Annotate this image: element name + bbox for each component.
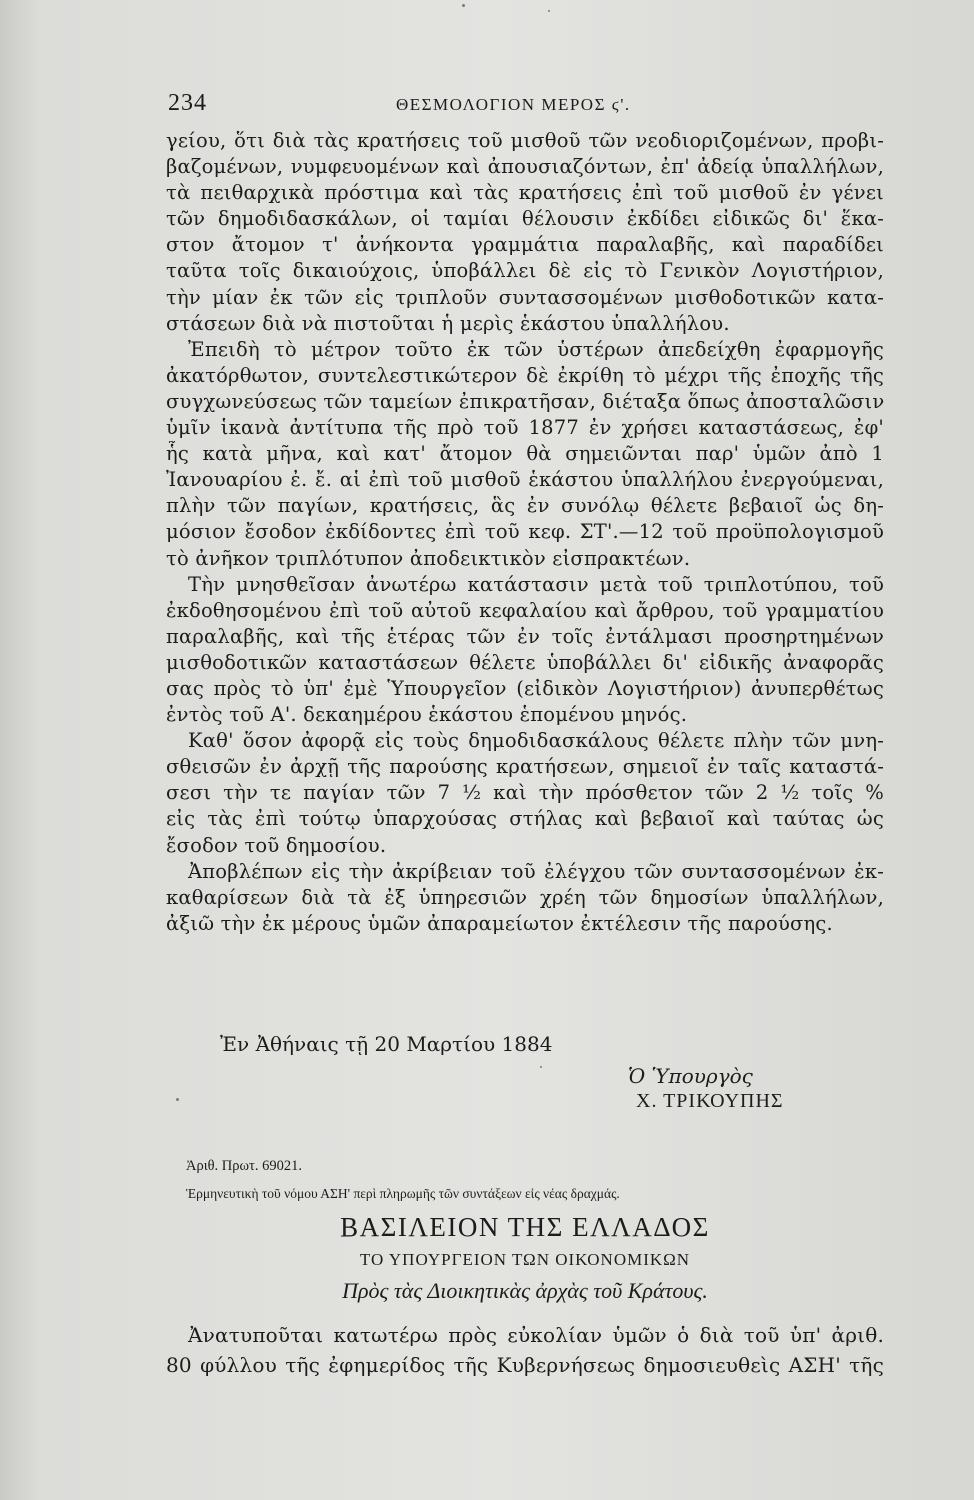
text-line: εἰς τὰς ἐπὶ τούτῳ ὑπαρχούσας στήλας καὶ βεβαιοῖ καὶ ταύτας ὡς xyxy=(166,807,884,831)
ministry-heading: ΤΟ ΥΠΟΥΡΓΕΙΟΝ ΤΩΝ ΟΙΚΟΝΟΜΙΚΩΝ xyxy=(359,1250,691,1269)
text-line: ὑμῖν ἱκανὰ ἀντίτυπα τῆς πρὸ τοῦ 1877 ἐν χρήσει καταστάσεως, ἐφ' xyxy=(166,416,884,440)
text-line: ἐντὸς τοῦ Α'. δεκαημέρου ἑκάστου ἑπομένου μηνός. xyxy=(166,703,688,727)
protocol-number: Ἀριθ. Πρωτ. 69021. xyxy=(186,1158,303,1174)
paper-speck xyxy=(540,1066,542,1068)
text-line: ἔσοδον τοῦ δημοσίου. xyxy=(166,833,387,857)
text-line: συγχωνεύσεως τῶν ταμείων ἐπικρατῆσαν, διέταξα ὅπως ἀποσταλῶσιν xyxy=(166,389,884,413)
body-text xyxy=(166,128,884,1112)
text-line: στον ἄτομον τ' ἀνήκοντα γραμμάτια παραλαβῆς, καὶ παραδίδει xyxy=(166,233,884,257)
signoff-name: Χ. ΤΡΙΚΟΥΠΗΣ xyxy=(636,1090,784,1112)
running-head: ΘΕΣΜΟΛΟΓΙΟΝ ΜΕΡΟΣ ϛ'. xyxy=(396,95,631,114)
paper-speck xyxy=(176,1098,179,1101)
text-line: Ἀνατυποῦται κατωτέρω πρὸς εὐκολίαν ὑμῶν ὁ διὰ τοῦ ὑπ' ἀριθ. xyxy=(188,1323,884,1347)
signoff-date: Ἐν Ἀθήναις τῇ 20 Μαρτίου 1884 xyxy=(220,1032,553,1056)
text-line: σθεισῶν ἐν ἀρχῇ τῆς παρούσης κρατήσεων, σημειοῖ ἐν ταῖς καταστά- xyxy=(166,755,884,779)
text-line: Ἀποβλέπων εἰς τὴν ἀκρίβειαν τοῦ ἐλέγχου τῶν συντασσομένων ἐκ- xyxy=(188,859,884,883)
text-line: τὸ ἀνῆκον τριπλότυπον ἀποδεικτικὸν εἰσπρακτέων. xyxy=(166,546,691,570)
text-line: καθαρίσεων διὰ τὰ ἐξ ὑπηρεσιῶν χρέη τῶν δημοσίων ὑπαλλήλων, xyxy=(166,885,884,909)
text-line: Ἰανουαρίου ἐ. ἔ. αἱ ἐπὶ τοῦ μισθοῦ ἑκάστου ὑπαλλήλου ἐνεργούμεναι, xyxy=(166,468,884,492)
text-line: ἀξιῶ τὴν ἐκ μέρους ὑμῶν ἀπαραμείωτον ἐκτέλεσιν τῆς παρούσης. xyxy=(166,911,833,935)
text-line: πλὴν τῶν παγίων, κρατήσεις, ἃς ἐν συνόλῳ θέλετε βεβαιοῖ ὡς δη- xyxy=(166,494,884,518)
text-line: σας πρὸς τὸ ὑπ' ἐμὲ Ὑπουργεῖον (εἰδικὸν Λογιστήριον) ἀνυπερθέτως xyxy=(166,676,884,700)
text-line: γείου, ὅτι διὰ τὰς κρατήσεις τοῦ μισθοῦ τῶν νεοδιοριζομένων, προβι- xyxy=(166,129,884,152)
text-line: τὰ πειθαρχικὰ πρόστιμα καὶ τὰς κρατήσεις ἐπὶ τοῦ μισθοῦ ἐν γένει xyxy=(166,181,884,205)
text-line: Τὴν μνησθεῖσαν ἀνωτέρω κατάστασιν μετὰ τοῦ τριπλοτύπου, τοῦ xyxy=(188,572,884,596)
paper-speck xyxy=(548,10,550,12)
text-line: ἐκδοθησομένου ἐπὶ τοῦ αὐτοῦ κεφαλαίου καὶ ἄρθρου, τοῦ γραμματίου xyxy=(166,598,884,622)
text-line: Ἐπειδὴ τὸ μέτρον τοῦτο ἐκ τῶν ὑστέρων ἀπεδείχθη ἐφαρμογῆς xyxy=(188,337,884,361)
text-line: μόσιον ἔσοδον ἐκδίδοντες ἐπὶ τοῦ κεφ. ΣΤ'.—12 τοῦ προϋπολογισμοῦ xyxy=(166,520,884,544)
text-line: Καθ' ὅσον ἀφορᾷ εἰς τοὺς δημοδιδασκάλους θέλετε πλὴν τῶν μνη- xyxy=(188,729,884,753)
paper-speck xyxy=(462,4,465,7)
text-line: παραλαβῆς, καὶ τῆς ἑτέρας τῶν ἐν τοῖς ἐντάλμασι προσηρτημένων xyxy=(166,624,884,648)
text-line: βαζομένων, νυμφευομένων καὶ ἀπουσιαζόντων, ἐπ' ἀδείᾳ ὑπαλλήλων, xyxy=(166,155,884,179)
text-line: στάσεων διὰ νὰ πιστοῦται ἡ μερὶς ἑκάστου ὑπαλλήλου. xyxy=(166,311,730,335)
signoff-title: Ὁ Ὑπουργὸς xyxy=(628,1064,753,1088)
text-line: μισθοδοτικῶν καταστάσεων θέλετε ὑποβάλλει δι' εἰδικῆς ἀναφορᾶς xyxy=(166,650,884,674)
text-line: τῶν δημοδιδασκάλων, οἱ ταμίαι θέλουσιν ἐκδίδει εἰδικῶς δι' ἕκα- xyxy=(166,207,884,231)
text-line: ταῦτα τοῖς δικαιούχοις, ὑποβάλλει δὲ εἰς τὸ Γενικὸν Λογιστήριον, xyxy=(166,259,884,283)
addressee-heading: Πρὸς τὰς Διοικητικὰς ἀρχὰς τοῦ Κράτους. xyxy=(342,1278,708,1303)
kingdom-heading: ΒΑΣΙΛΕΙΟΝ ΤΗΣ ΕΛΛΑΔΟΣ xyxy=(340,1212,710,1242)
next-document-text xyxy=(166,1320,884,1380)
text-line: ἀκατόρθωτον, συντελεστικώτερον δὲ ἐκρίθη τὸ μέχρι τῆς ἐποχῆς τῆς xyxy=(166,363,884,387)
text-line: τὴν μίαν ἐκ τῶν εἰς τριπλοῦν συντασσομένων μισθοδοτικῶν κατα- xyxy=(166,285,884,309)
document-subject: Ἑρμηνευτικὴ τοῦ νόμου ΑΣΗ' περὶ πληρωμῆς τῶν συντάξεων εἰς νέας δραχμάς. xyxy=(186,1186,620,1201)
page-header xyxy=(168,90,888,120)
text-line: ἧς κατὰ μῆνα, καὶ κατ' ἄτομον θὰ σημειῶνται παρ' ὑμῶν ἀπὸ 1 xyxy=(166,442,884,466)
text-line: 80 φύλλου τῆς ἐφημερίδος τῆς Κυβερνήσεως δημοσιευθεὶς ΑΣΗ' τῆς xyxy=(166,1353,884,1377)
text-line: σεσι τὴν τε παγίαν τῶν 7 ½ καὶ τὴν πρόσθετον τῶν 2 ½ τοῖς % xyxy=(166,781,884,805)
page-number: 234 xyxy=(168,90,207,116)
